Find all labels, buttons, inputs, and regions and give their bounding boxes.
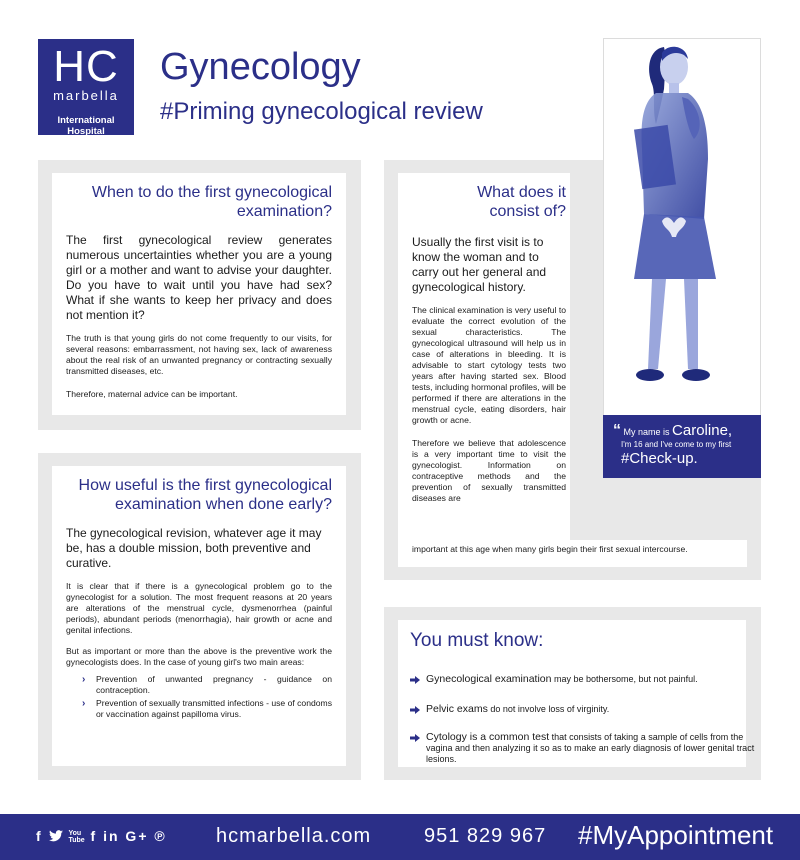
arrow-right-icon (410, 676, 420, 684)
list-item: › Prevention of unwanted pregnancy - guidance on contraception. (82, 674, 332, 695)
must-know-item: Pelvic exams do not involve loss of virginity. (410, 704, 740, 715)
section-consist-p1: The clinical examination is very useful to evaluate the correct evolution of the sexual characteristics. The gynecological ultrasound will help us in case of alterations in bleeding. It is advisable to start cytology tests two years after having started sex. Blood tests, including hormonal profiles, will be performed if there are alterations in the menstrual cycle, eating disorders, hair growth or acne. (412, 305, 566, 425)
logo-city: marbella (53, 88, 119, 103)
section-first-exam-p1: The truth is that young girls do not come frequently to our visits, for several reasons: embarrassment, not having sex, lack of awareness about the real risk of an unwanted pregnancy or contracting sexually transmitted diseases, etc. (66, 333, 332, 376)
section-consist-tail (398, 540, 747, 567)
must-know-item: Cytology is a common test that consists of taking a sample of cells from the vagina and then analyzing it so as to make an early diagnosis of lower genital tract lesions. (410, 732, 756, 765)
section-useful-bullets (82, 674, 332, 720)
must-know-card (398, 620, 755, 767)
section-first-exam-lead: The first gynecological review generates numerous uncertainties whether you are a young girl or a mother and want to advise your daughter. Do you have to wait until you have had sex? What if she wants to keep her privacy and does not mention it? (66, 233, 332, 322)
quote-line3: #Check-up. (621, 450, 698, 467)
website-link[interactable]: hcmarbella.com (216, 825, 372, 847)
must-know-item: Gynecological examination may be bothersome, but not painful. (410, 674, 740, 685)
section-useful-p1: It is clear that if there is a gynecological problem go to the gynecologist for a solution. The most frequent reasons at 20 years are alterations of the menstrual cycle, dysmenorrhea (painful periods), abundant periods (menorrhagia), hair growth or acne and genital infections. (66, 581, 332, 635)
must-know-heading: You must know: (410, 630, 544, 651)
section-useful-lead: The gynecological revision, whatever age it may be, has a double mission, both preventive and curative. (66, 526, 322, 570)
section-consist-lead: Usually the first visit is to know the woman and to carry out her general and gynecological history. (412, 235, 547, 294)
pinterest-icon[interactable]: ℗ (154, 828, 167, 844)
twitter-icon[interactable] (49, 830, 63, 842)
arrow-right-icon (410, 734, 420, 742)
social-links (36, 828, 167, 844)
section-useful-p2: But as important or more than the above is the preventive work the gynecologists does. In the case of young girl's two main areas: (66, 646, 332, 667)
youtube-icon[interactable]: You Tube (68, 830, 85, 845)
section-first-exam (52, 173, 346, 415)
arrow-right-icon (410, 706, 420, 714)
facebook-icon[interactable]: f (36, 828, 43, 844)
list-item: › Prevention of sexually transmitted infections - use of condoms or vaccination against papilloma virus. (82, 698, 332, 719)
footer-bar (0, 814, 800, 860)
section-useful-heading: How useful is the first gynecological examination when done early? (78, 477, 332, 513)
social-text[interactable]: f in G+ (90, 828, 149, 844)
section-consist (398, 173, 570, 567)
page-subtitle: #Priming gynecological review (160, 98, 483, 125)
section-consist-heading: What does it consist of? (477, 184, 566, 220)
girl-watercolor-illustration (604, 39, 760, 417)
section-first-exam-p2: Therefore, maternal advice can be important. (66, 389, 238, 399)
caroline-illustration (603, 38, 761, 478)
section-first-exam-heading: When to do the first gynecological examination? (91, 184, 332, 220)
chevron-right-icon: › (82, 674, 86, 685)
hc-marbella-logo (38, 39, 134, 135)
section-consist-p2-end: important at this age when many girls begin their first sexual intercourse. (412, 544, 688, 554)
appointment-hashtag: #MyAppointment (578, 820, 774, 850)
phone-number[interactable]: 951 829 967 (424, 825, 547, 847)
section-consist-p2: Therefore we believe that adolescence is a very important time to visit the gynecologist. Information on contraceptive methods and the prevention of sexually transmitted diseases are (412, 438, 566, 503)
page-title: Gynecology (160, 46, 361, 88)
logo-hospital: International Hospital (57, 115, 115, 137)
quote-line2: I'm 16 and I've come to my first (621, 440, 732, 449)
logo-letters: HC (53, 42, 119, 91)
caroline-quote (603, 415, 761, 478)
chevron-right-icon: › (82, 698, 86, 709)
quote-mark-icon: “ (613, 422, 621, 439)
must-know-panel (384, 607, 761, 780)
section-useful (52, 466, 346, 766)
quote-line1: “ My name is Caroline, (613, 422, 733, 439)
